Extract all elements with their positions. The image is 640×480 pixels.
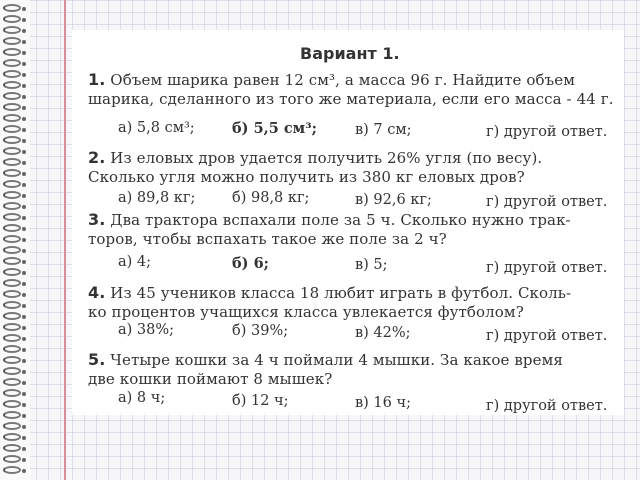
binding-ring bbox=[3, 444, 21, 452]
binding-ring bbox=[3, 26, 21, 34]
question-1-answer-b: б) 5,5 см³; bbox=[232, 120, 317, 137]
binding-ring bbox=[3, 378, 21, 386]
question-3-line-1 bbox=[88, 210, 571, 229]
binding-ring bbox=[3, 356, 21, 364]
binding-ring bbox=[3, 4, 21, 12]
binding-ring bbox=[3, 268, 21, 276]
question-3-line-2: торов, чтобы вспахать такое же поле за 2 ч? bbox=[88, 230, 447, 248]
notebook-margin-line bbox=[64, 0, 66, 480]
question-5-line-1 bbox=[88, 350, 563, 369]
question-4-answer-d: г) другой ответ. bbox=[486, 328, 608, 344]
notebook-spiral-binding bbox=[0, 0, 30, 480]
binding-ring bbox=[3, 202, 21, 210]
binding-ring bbox=[3, 70, 21, 78]
binding-ring bbox=[3, 411, 21, 419]
binding-ring bbox=[3, 92, 21, 100]
binding-ring bbox=[3, 213, 21, 221]
binding-ring bbox=[3, 224, 21, 232]
binding-ring bbox=[3, 169, 21, 177]
variant-title: Вариант 1. bbox=[300, 44, 400, 63]
question-4-answer-a: а) 38%; bbox=[118, 322, 175, 338]
question-1-line-1 bbox=[88, 70, 575, 89]
binding-ring bbox=[3, 125, 21, 133]
binding-ring bbox=[3, 279, 21, 287]
question-3-number: 3. bbox=[88, 210, 106, 229]
question-3-text-1: Два трактора вспахали поле за 5 ч. Сколько нужно трак- bbox=[110, 211, 571, 229]
binding-ring bbox=[3, 48, 21, 56]
binding-ring bbox=[3, 389, 21, 397]
binding-ring bbox=[3, 37, 21, 45]
question-1-line-2: шарика, сделанного из того же материала, если его масса - 44 г. bbox=[88, 90, 614, 108]
question-2-answer-c: в) 92,6 кг; bbox=[355, 192, 432, 208]
question-3-answer-d: г) другой ответ. bbox=[486, 260, 608, 276]
binding-ring bbox=[3, 257, 21, 265]
question-1-answer-d: г) другой ответ. bbox=[486, 124, 608, 140]
question-4-line-1 bbox=[88, 283, 571, 302]
question-5-answer-b: б) 12 ч; bbox=[232, 393, 289, 409]
binding-ring bbox=[3, 158, 21, 166]
question-2-answer-b: б) 98,8 кг; bbox=[232, 190, 310, 206]
question-4-answer-c: в) 42%; bbox=[355, 325, 411, 341]
binding-ring bbox=[3, 246, 21, 254]
binding-ring bbox=[3, 136, 21, 144]
binding-ring bbox=[3, 290, 21, 298]
binding-ring bbox=[3, 59, 21, 67]
question-1-answer-c: в) 7 см; bbox=[355, 122, 412, 138]
binding-ring bbox=[3, 345, 21, 353]
binding-ring bbox=[3, 15, 21, 23]
question-1-number: 1. bbox=[88, 70, 106, 89]
binding-ring bbox=[3, 81, 21, 89]
question-2-answer-a: а) 89,8 кг; bbox=[118, 190, 196, 206]
question-1-answer-a: а) 5,8 см³; bbox=[118, 120, 195, 136]
question-2-line-1 bbox=[88, 148, 542, 167]
question-4-text-1: Из 45 учеников класса 18 любит играть в футбол. Сколь- bbox=[110, 284, 572, 302]
question-3-answer-a: а) 4; bbox=[118, 254, 152, 270]
question-2-text-1: Из еловых дров удается получить 26% угля (по весу). bbox=[110, 149, 543, 167]
question-5-answer-d: г) другой ответ. bbox=[486, 398, 608, 414]
question-5-answer-a: а) 8 ч; bbox=[118, 390, 166, 406]
binding-ring bbox=[3, 466, 21, 474]
binding-ring bbox=[3, 114, 21, 122]
binding-ring bbox=[3, 400, 21, 408]
binding-ring bbox=[3, 301, 21, 309]
binding-ring bbox=[3, 433, 21, 441]
question-4-number: 4. bbox=[88, 283, 106, 302]
question-2-answer-d: г) другой ответ. bbox=[486, 194, 608, 210]
question-3-answer-c: в) 5; bbox=[355, 257, 388, 273]
binding-ring bbox=[3, 312, 21, 320]
question-5-number: 5. bbox=[88, 350, 106, 369]
question-2-number: 2. bbox=[88, 148, 106, 167]
binding-ring bbox=[3, 191, 21, 199]
question-5-text-1: Четыре кошки за 4 ч поймали 4 мышки. За какое время bbox=[110, 351, 563, 369]
question-4-answer-b: б) 39%; bbox=[232, 323, 289, 339]
binding-ring bbox=[3, 367, 21, 375]
binding-ring bbox=[3, 334, 21, 342]
question-1-text-1: Объем шарика равен 12 см³, а масса 96 г. Найдите объем bbox=[110, 71, 575, 89]
question-2-line-2: Сколько угля можно получить из 380 кг еловых дров? bbox=[88, 168, 525, 186]
binding-ring bbox=[3, 103, 21, 111]
question-5-line-2: две кошки поймают 8 мышек? bbox=[88, 370, 333, 388]
question-3-answer-b: б) 6; bbox=[232, 255, 270, 272]
binding-ring bbox=[3, 147, 21, 155]
question-5-answer-c: в) 16 ч; bbox=[355, 395, 411, 411]
question-4-line-2: ко процентов учащихся класса увлекается футболом? bbox=[88, 303, 524, 321]
binding-ring bbox=[3, 180, 21, 188]
binding-ring bbox=[3, 455, 21, 463]
binding-ring bbox=[3, 235, 21, 243]
binding-ring bbox=[3, 422, 21, 430]
binding-ring bbox=[3, 323, 21, 331]
